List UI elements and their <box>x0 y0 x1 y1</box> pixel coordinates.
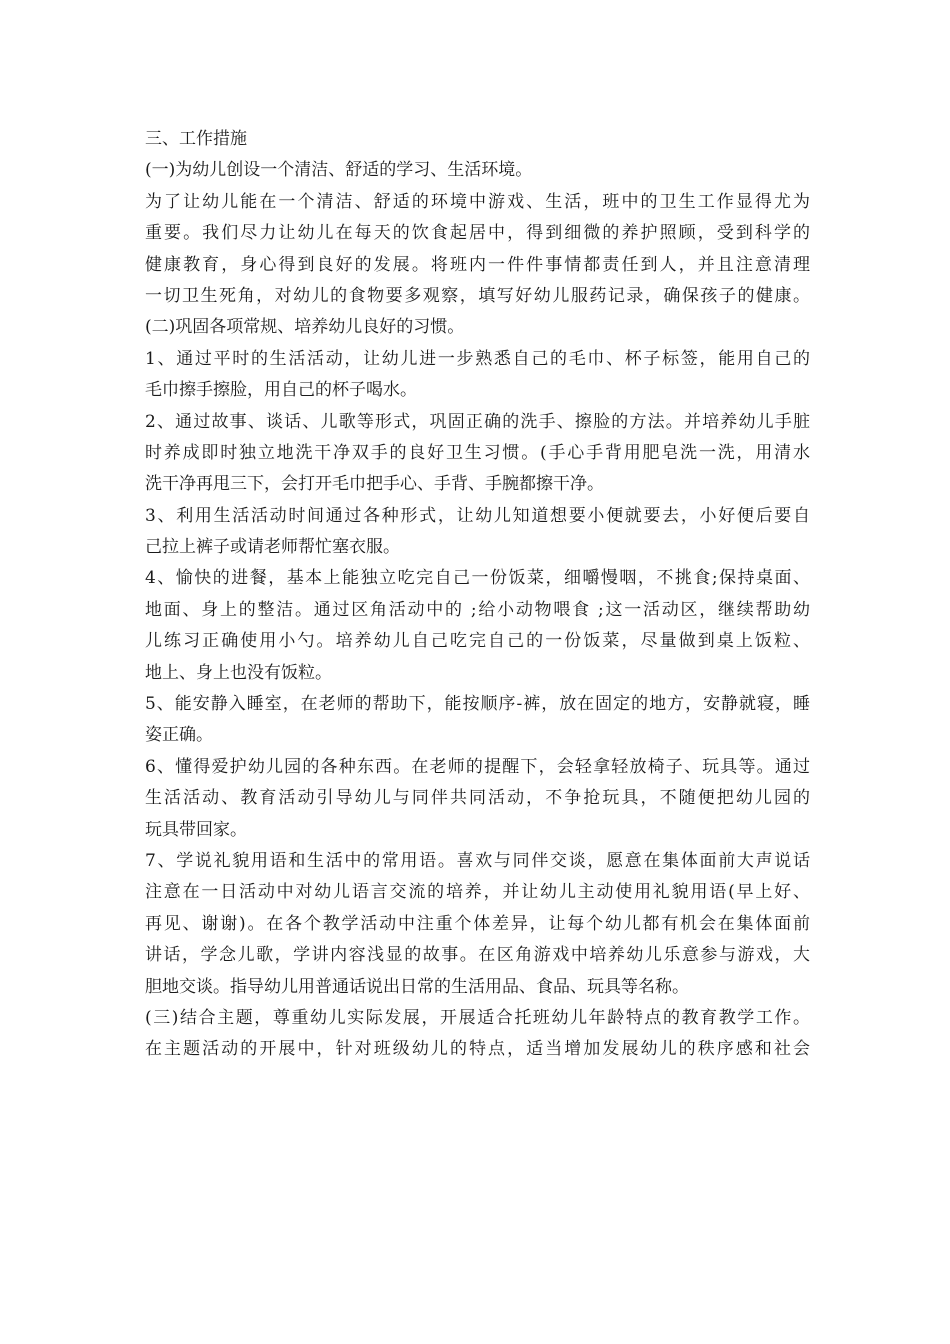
text-line: 4、愉快的进餐，基本上能独立吃完自己一份饭菜，细嚼慢咽，不挑食;保持桌面、 <box>145 568 810 589</box>
text-line: 注意在一日活动中对幼儿语言交流的培养，并让幼儿主动使用礼貌用语(早上好、 <box>145 882 810 903</box>
text-line: 毛巾擦手擦脸，用自己的杯子喝水。 <box>145 380 417 401</box>
text-line: 洗干净再甩三下，会打开毛巾把手心、手背、手腕都擦干净。 <box>145 474 604 495</box>
text-line: 胆地交谈。指导幼儿用普通话说出日常的生活用品、食品、玩具等名称。 <box>145 976 689 997</box>
text-line: 儿练习正确使用小勺。培养幼儿自己吃完自己的一份饭菜，尽量做到桌上饭粒、 <box>145 631 810 652</box>
text-line: 姿正确。 <box>145 725 213 746</box>
text-line: 生活活动、教育活动引导幼儿与同伴共同活动，不争抢玩具，不随便把幼儿园的 <box>145 788 810 809</box>
text-line: 7、学说礼貌用语和生活中的常用语。喜欢与同伴交谈，愿意在集体面前大声说话 <box>145 850 810 871</box>
text-line: 在主题活动的开展中，针对班级幼儿的特点，适当增加发展幼儿的秩序感和社会 <box>145 1039 810 1060</box>
text-line: 讲话，学念儿歌，学讲内容浅显的故事。在区角游戏中培养幼儿乐意参与游戏，大 <box>145 945 810 966</box>
text-line: 5、能安静入睡室，在老师的帮助下，能按顺序-裤，放在固定的地方，安静就寝，睡 <box>145 694 810 715</box>
text-line: 2、通过故事、谈话、儿歌等形式，巩固正确的洗手、擦脸的方法。并培养幼儿手脏 <box>145 411 810 432</box>
document-body <box>145 124 810 1066</box>
text-line: 3、利用生活活动时间通过各种形式，让幼儿知道想要小便就要去，小好便后要自 <box>145 505 810 526</box>
text-line: 6、懂得爱护幼儿园的各种东西。在老师的提醒下，会轻拿轻放椅子、玩具等。通过 <box>145 756 810 777</box>
text-line: 健康教育，身心得到良好的发展。将班内一件件事情都责任到人，并且注意清理 <box>145 254 810 275</box>
text-line: 三、工作措施 <box>145 129 247 149</box>
text-line: (二)巩固各项常规、培养幼儿良好的习惯。 <box>145 317 465 338</box>
text-line: 地面、身上的整洁。通过区角活动中的 ;给小动物喂食 ;这一活动区，继续帮助幼 <box>145 599 810 620</box>
text-line: (一)为幼儿创设一个清洁、舒适的学习、生活环境。 <box>145 160 533 181</box>
text-line: 己拉上裤子或请老师帮忙塞衣服。 <box>145 537 400 558</box>
text-line: 1、通过平时的生活活动，让幼儿进一步熟悉自己的毛巾、杯子标签，能用自己的 <box>145 348 810 369</box>
text-line: 再见、谢谢)。在各个教学活动中注重个体差异，让每个幼儿都有机会在集体面前 <box>145 913 810 934</box>
text-line: (三)结合主题，尊重幼儿实际发展，开展适合托班幼儿年龄特点的教育教学工作。 <box>145 1007 810 1028</box>
text-line: 时养成即时独立地洗干净双手的良好卫生习惯。(手心手背用肥皂洗一洗，用清水 <box>145 442 810 463</box>
text-line: 地上、身上也没有饭粒。 <box>145 662 332 683</box>
text-line: 重要。我们尽力让幼儿在每天的饮食起居中，得到细微的养护照顾，受到科学的 <box>145 223 810 244</box>
text-line: 一切卫生死角，对幼儿的食物要多观察，填写好幼儿服药记录，确保孩子的健康。 <box>145 285 810 306</box>
text-line: 为了让幼儿能在一个清洁、舒适的环境中游戏、生活，班中的卫生工作显得尤为 <box>145 191 810 212</box>
text-line: 玩具带回家。 <box>145 819 247 840</box>
